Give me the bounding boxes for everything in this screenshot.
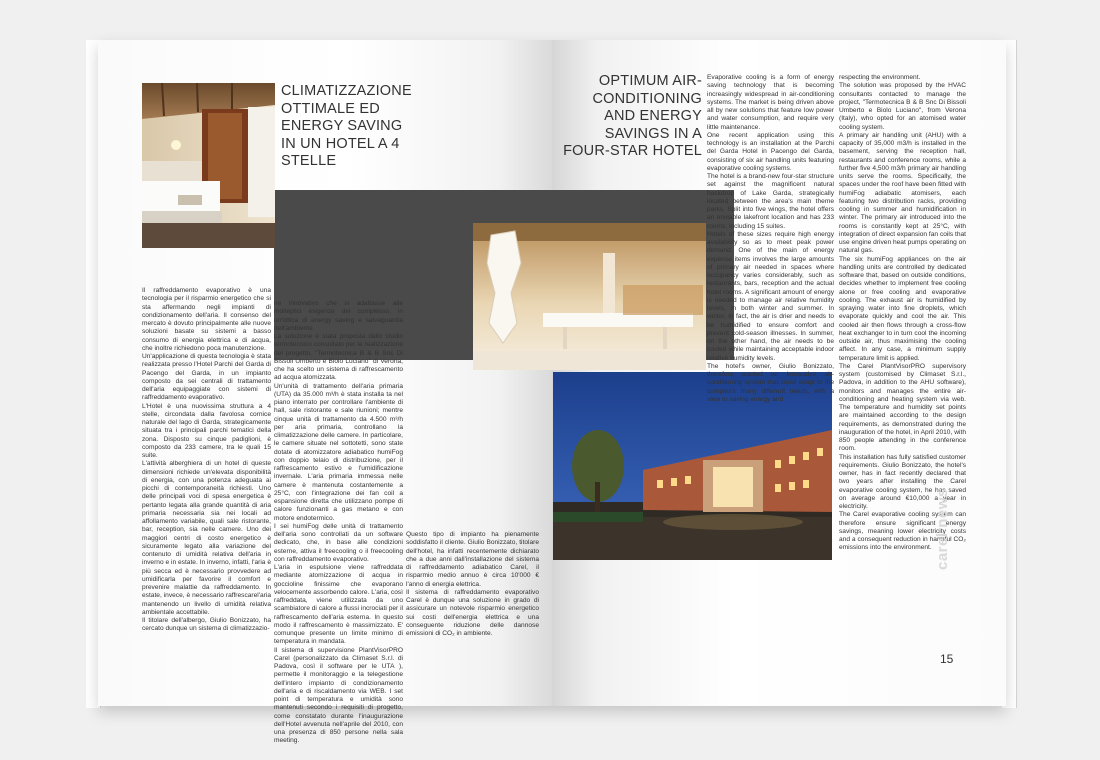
article-title-english: OPTIMUM AIR-CONDITIONING AND ENERGY SAVINGS IN A FOUR-STAR HOTEL [563, 73, 702, 159]
page-edge [1008, 40, 1017, 708]
italian-text-column-3: Questo tipo di impianto ha pienamente soddisfatto il cliente. Giulio Bonizzato, titolare dell'hotel, ha infatti recentemente dichiarato che a due anni dall'installazione del sistema di raffreddamento adiabatico Carel, il risparmio medio annuo è circa 10'000 € l'anno di energia elettrica. Il sistema di raffreddamento evaporativo Carel è dunque una soluzione in grado di assicurare un notevole risparmio energetico sui costi dell'energia elettrica e una conseguente riduzione delle dannose emissioni di CO₂ in ambiente. [406, 531, 539, 637]
page-number: 15 [940, 652, 954, 666]
english-text-column-1: Evaporative cooling is a form of energy saving technology that is becoming increasingly widespread in air-conditioning systems. The market is being driven above all by new solutions that feature low power and water consumption, and require very little maintenance. One recent application using this technology is an installation at the Parchi del Garda Hotel in Pacengo del Garda, consisting of six air handling units featuring evaporative cooling systems. The hotel is a brand-new four-star structure set against the magnificent natural backdrop of Lake Garda, strategically located between the area's main theme parks. Split into five wings, the hotel offers an enviable lakefront location and has 233 rooms, including 15 suites. Hotels of these sizes require high energy availability so as to meet peak power demand. One of the main of energy expense items involves the large amounts of primary air needed in spaces where occupancy varies considerably, such as restaurants, bars, reception and the actual hotel rooms. A significant amount of energy is needed to manage air relative humidity levels, in both winter and summer. In winter, in fact, the air is drier and needs to be humidified to ensure comfort and prevent cold-season illnesses. In summer, on the other hand, the air needs to be cooled while maintaining acceptable indoor relative humidity levels. The hotel's owner, Giulio Bonizzato, therefore wanted an innovative air-conditioning system that could adapt to the complex's many different needs, with a view to saving energy and [707, 74, 834, 403]
article-title-italian: CLIMATIZZAZIONE OTTIMALE ED ENERGY SAVING IN UN HOTEL A 4 STELLE [281, 83, 412, 169]
italian-text-column-1: Il raffreddamento evaporativo è una tecnologia per il risparmio energetico che si sta affermando negli impianti di condizionamento dell'aria. Il consenso del mercato è dovuto principalmente alle nuove soluzioni basate su sistemi a basso consumo di energia elettrica e di acqua, che inoltre richiedono poca manutenzione. Un'applicazione di questa tecnologia è stata realizzata presso l'Hotel Parchi del Garda di Pacengo del Garda, in un impianto composto da sei centrali di trattamento dell'aria equipaggiate con sistemi di raffreddamento evaporativo. L'Hotel è una nuovissima struttura a 4 stelle, circondata dalla favolosa cornice naturale del lago di Garda, strategicamente situata tra i principali parchi tematici della zona. Disposto su cinque padiglioni, è composto da 233 camere, tra le quali 15 suite. L'attività alberghiera di un hotel di queste dimensioni richiede un'elevata disponibilità di energia, con una potenza adeguata ai picchi di contemporaneità richiesti. Uno delle principali voci di spesa energetica è pertanto legata alla grande quantità di aria primaria necessaria sia nei locali ad affollamento variabile, quali sale ristorante, bar, reception, sia nelle camere. Uno dei maggiori centri di costo energetico è sicuramente legato alla variazione del contenuto di umidità relativa dell'aria in inverno e in estate. In inverno, infatti, l'aria è più secca ed è necessario provvedere ad umidificarla per favorire il comfort e prevenire malattie da raffreddamento. In estate, invece, è necessario raffrescarel'aria mantenendo un livello di umidità relativa ambientale accettabile. Il titolare dell'albergo, Giulio Bonizzato, ha cercato dunque un sistema di climatizzazio- [142, 287, 271, 633]
magazine-spread [98, 40, 1006, 745]
italian-text-column-2: ne innovativo che si adattasse alle molteplici esigenze del complesso, in un'ottica di energy saving e salvaguardia dell'ambiente. La soluzione è stata proposta dallo studio termotecnico consultato per la realizzazione del progetto, "Termotecnica B & B Snc Di Bissoli Umberto e Biolo Luciano" di Verona, che ha scelto un sistema di raffrescamento ad acqua atomizzata. Un'unità di trattamento dell'aria primaria (UTA) da 35.000 m³/h è stata installa ta nel piano interrato per controllare l'ambiente di hall, sale ristorante e sale riunioni; mentre cinque unità di trattamento da 4.500 m³/h per aria primaria, controllano la climatizzazione delle camere. In particolare, le camere situate nel sottotetti, sono state dotate di atomizzatore adiabatico humiFog con doppio telaio di distribuzione, per il raffrescamento estivo e l'umidificazione invernale. L'aria primaria immessa nelle camere è mantenuta costantemente a 25°C, con l'integrazione dei fan coil a espansione diretta che utilizzano pompe di calore funzionanti a gas metano e con motore endotermico. I sei humiFog delle unità di trattamento dell'aria sono controllati da un software dedicato, che, in base alle condizioni esterne, attiva il freecooling o il freecooling con raffreddamento evaporativo. L'aria in espulsione viene raffreddata mediante atomizzazione di acqua in goccioline finissime che evaporano velocemente assorbendo calore. L'aria, così raffreddata, viene utilizzata da uno scambiatore di calore a flussi incrociati per il raffrescamento dell'aria esterna. In questo modo il raffrescamento è massimizzato. E' comunque presente un limite minimo di temperatura in mandata. Il sistema di supervisione PlantVisorPRO Carel (personalizzato da Climaset S.r.l. di Padova, così il software per le UTA ), permette il monitoraggio e la telegestione dell'intero impianto di condizionamento dell'aria e di riscaldamento via WEB. I set point di temperatura e umidità sono mantenuti secondo i requisiti di progetto, come constatato durante l'inaugurazione dell'Hotel avvenuta nell'aprile del 2010, con una presenza di 850 persone nella sala meeting. [274, 300, 403, 745]
magazine-brand: carel news [934, 488, 951, 570]
hotel-room-photo [142, 83, 275, 248]
english-text-column-2: respecting the environment. The solution was proposed by the HVAC consultants contacted to manage the project, "Termotecnica B & B Snc Di Bissoli Umberto e Biolo Luciano", from Verona (Italy), who opted for an atomised water cooling system. A primary air handling unit (AHU) with a capacity of 35,000 m3/h is installed in the basement, serving the reception hall, restaurants and conference rooms, while a further five 4,500 m3/h primary air handling units serve the rooms. Specifically, the spaces under the roof have been fitted with humiFog adiabatic atomisers, each featuring two distribution racks, providing cooling in summer and humidification in winter. The primary air introduced into the rooms is constantly kept at 25°C, with integration of direct expansion fan coils that use engine driven heat pumps operating on natural gas. The six humiFog appliances on the air handling units are controlled by dedicated software that, based on outside conditions, decides whether to implement free cooling alone or free cooling and evaporative cooling. The exhaust air is humidified by spraying water into fine droplets, which evaporate quickly and cool the air. This cooled air then flows through a cross-flow heat exchanger to in turn cool the incoming outside air, thus maximising the cooling affect. In any case, a minimum supply temperature limit is applied. The Carel PlantVisorPRO supervisory system (customised by Climaset S.r.l., Padova, in addition to the AHU software), monitors and manages the entire air-conditioning and heating system via web. The temperature and humidity set points are maintained according to the design requirements, as demonstrated during the inauguration of the hotel, in April 2010, with 850 people attending in the conference room. This installation has fully satisfied customer requirements. Giulio Bonizzato, the hotel's owner, has in fact recently declared that two years after installing the Carel evaporative cooling system, he has saved on average around €10,000 a year in electricity. The Carel evaporative cooling system can therefore ensure significant energy savings, meaning lower electricity costs and a consequent reduction in harmful CO₂ emissions into the environment. [839, 74, 966, 552]
lobby-photo [473, 223, 706, 370]
